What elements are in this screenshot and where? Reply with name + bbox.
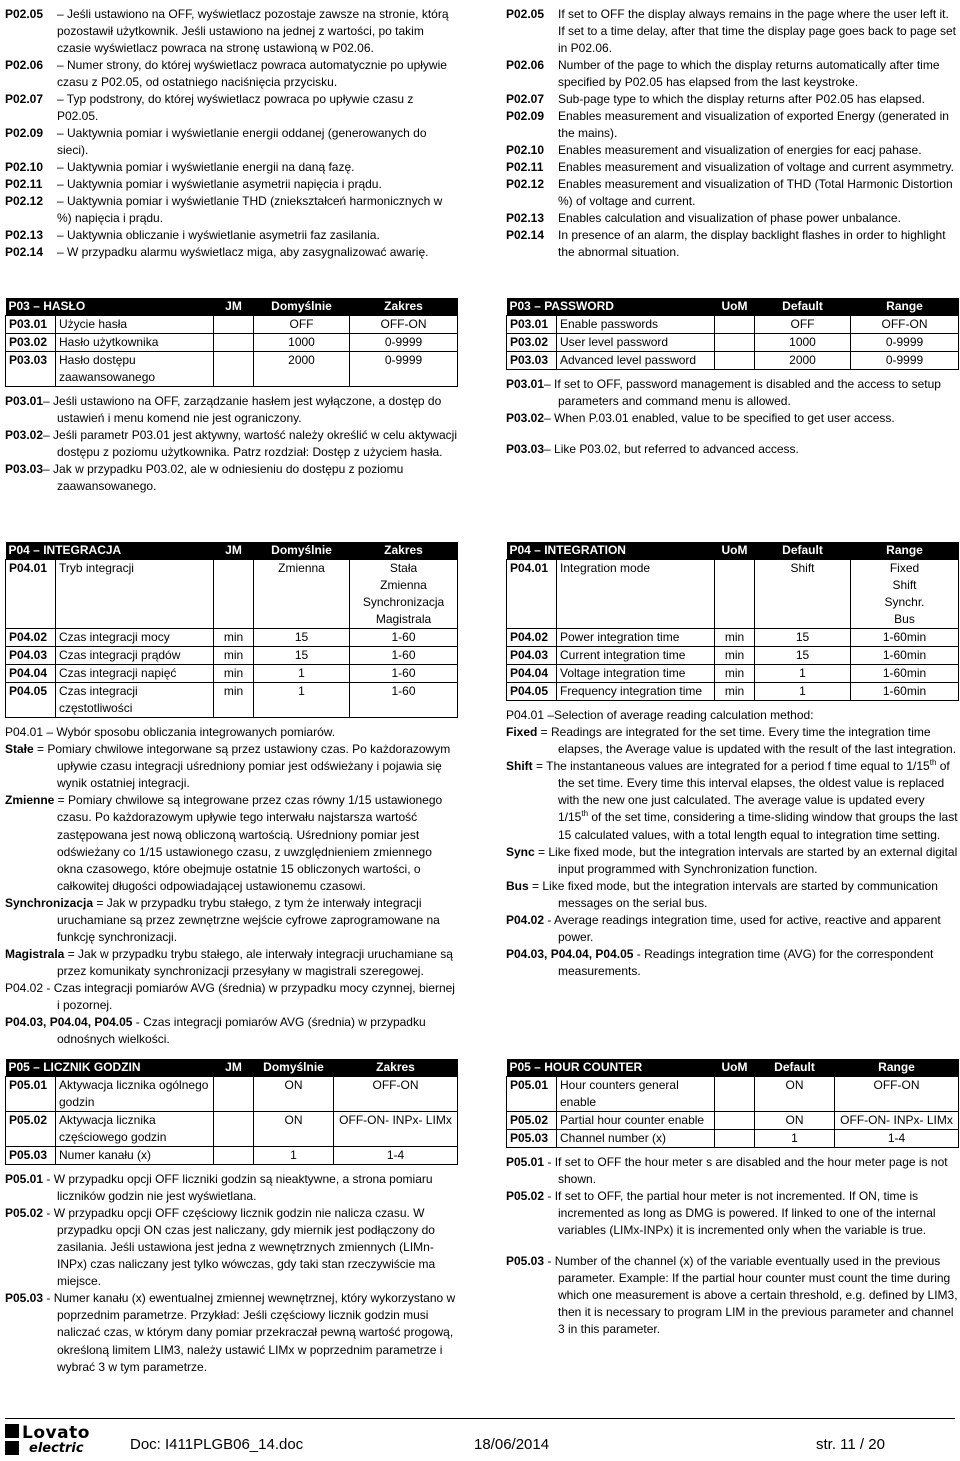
param-uom: min xyxy=(214,683,254,718)
desc-line: P05.01 - W przypadku opcji OFF liczniki godzin są nieaktywne, a strona pomiaru liczników godzin nie jest wyświetlana. xyxy=(5,1172,433,1204)
definition-text: Enables measurement and visualization of energies for eacj pahase. xyxy=(558,143,922,158)
definition-item xyxy=(506,159,958,176)
param-code: P02.11 xyxy=(506,160,544,175)
param-uom xyxy=(715,334,755,352)
param-name: Advanced level password xyxy=(557,352,715,370)
range-header: Zakres xyxy=(334,1059,458,1077)
param-code: P04.02 xyxy=(507,629,557,647)
default-header: Domyślnie xyxy=(254,542,350,560)
param-uom xyxy=(715,316,755,334)
definition-item xyxy=(5,91,457,125)
logo-subword: electric xyxy=(29,1441,84,1456)
table-row xyxy=(507,316,959,334)
definition-text: – Uaktywnia obliczanie i wyświetlanie asymetrii faz zasilania. xyxy=(57,228,380,243)
logo-square-icon xyxy=(5,1441,19,1455)
p05-table-en xyxy=(506,1059,959,1148)
definition-item xyxy=(5,125,457,159)
uom-header: JM xyxy=(214,542,254,560)
param-range: 1-4 xyxy=(334,1147,458,1165)
english-column xyxy=(506,6,958,1337)
definition-text: – W przypadku alarmu wyświetlacz miga, aby zasygnalizować awarię. xyxy=(57,245,429,260)
desc-line: Synchronizacja = Jak w przypadku trybu stałego, z tym że interwały integracji uruchamiane są przez zewnętrzne wejście cyfrowe zaprogramowane na funkcję synchronizacji. xyxy=(5,895,440,944)
table-row xyxy=(6,316,458,334)
range-option: Magistrala xyxy=(375,612,432,627)
param-default: 2000 xyxy=(755,352,851,370)
param-uom: min xyxy=(715,629,755,647)
table-row xyxy=(507,560,959,629)
param-code: P02.12 xyxy=(5,194,44,209)
param-range: 0-9999 xyxy=(851,352,959,370)
page-number: str. 11 / 20 xyxy=(816,1436,885,1453)
param-name: Aktywacja licznika ogólnego godzin xyxy=(56,1077,214,1112)
table-row xyxy=(507,629,959,647)
desc-line: P04.01 – Wybór sposobu obliczania integrowanych pomiarów. xyxy=(5,725,336,740)
default-header: Default xyxy=(755,298,851,316)
param-uom xyxy=(214,1112,254,1147)
param-name: Frequency integration time xyxy=(557,683,715,701)
definition-text: Enables measurement and visualization of voltage and current asymmetry. xyxy=(558,160,954,175)
param-range: 1-60min xyxy=(851,683,959,701)
desc-line: Sync = Like fixed mode, but the integration intervals are started by an external digital input programmed with Synchronization function. xyxy=(506,844,958,876)
param-code: P04.05 xyxy=(6,683,56,718)
table-row xyxy=(6,629,458,647)
param-default: 15 xyxy=(755,647,851,665)
param-code: P02.05 xyxy=(5,7,44,21)
table-row xyxy=(507,1130,959,1148)
param-uom xyxy=(214,334,254,352)
param-range: 0-9999 xyxy=(350,334,458,352)
p04-description-pl xyxy=(5,724,457,1048)
table-row xyxy=(6,1147,458,1165)
desc-line: P04.02 - Czas integracji pomiarów AVG (średnia) w przypadku mocy czynnej, biernej i pozornej. xyxy=(5,980,455,1012)
param-code: P03.02 xyxy=(507,334,557,352)
param-code: P02.05 xyxy=(506,7,545,21)
p05-table-pl xyxy=(5,1059,458,1165)
table-row xyxy=(6,683,458,718)
definition-item xyxy=(506,176,958,210)
definition-text: – Uaktywnia pomiar i wyświetlanie asymetrii napięcia i prądu. xyxy=(57,177,382,192)
param-default: 15 xyxy=(254,647,350,665)
desc-line: Stałe = Pomiary chwilowe integorwane są przez ustawiony czas. Po każdorazowym upływie czasu integracji uśredniony pomiar jest odświeżany i pojawia się wynik ostatniej integracji. xyxy=(5,742,451,791)
table-row xyxy=(507,352,959,370)
desc-line: P03.03– Jak w przypadku P03.02, ale w odniesieniu do dostępu z poziomu zaawansowanego. xyxy=(5,462,404,494)
table-row xyxy=(6,647,458,665)
desc-line: P03.02– Jeśli parametr P03.01 jest aktywny, wartość należy określić w celu aktywacji dostępu z poziomu użytkownika. Patrz rozdział: Dostęp z użyciem hasła. xyxy=(5,428,457,460)
param-code: P02.12 xyxy=(506,177,545,192)
param-uom xyxy=(715,352,755,370)
param-code: P04.03 xyxy=(507,647,557,665)
param-uom xyxy=(214,1147,254,1165)
definition-text: – Uaktywnia pomiar i wyświetlanie energii na daną fazę. xyxy=(57,160,355,175)
desc-line: P04.03, P04.04, P04.05 - Readings integration time (AVG) for the correspondent measurements. xyxy=(506,946,934,978)
param-uom xyxy=(214,560,254,629)
table-row xyxy=(507,1112,959,1130)
param-range: 0-9999 xyxy=(350,352,458,387)
definition-item xyxy=(5,227,457,244)
param-default: 1 xyxy=(254,683,350,718)
param-code: P02.07 xyxy=(5,92,44,107)
definition-item xyxy=(5,159,457,176)
param-code: P02.07 xyxy=(506,92,545,107)
p02-definitions-pl xyxy=(5,6,457,261)
param-code: P02.13 xyxy=(506,211,545,226)
param-name: Integration mode xyxy=(557,560,715,629)
desc-line: Fixed = Readings are integrated for the set time. Every time the integration time elapses, the Average value is updated with the result of the last integration. xyxy=(506,725,957,757)
definition-item xyxy=(506,210,958,227)
param-range: OFF-ON- INPx- LIMx xyxy=(835,1112,959,1130)
param-name: Hour counters general enable xyxy=(557,1077,715,1112)
range-header: Range xyxy=(835,1059,959,1077)
polish-column xyxy=(5,6,457,1374)
definition-item xyxy=(5,6,457,57)
table-row xyxy=(507,665,959,683)
param-name: Partial hour counter enable xyxy=(557,1112,715,1130)
table-row xyxy=(507,647,959,665)
param-name: Power integration time xyxy=(557,629,715,647)
table-row xyxy=(507,1077,959,1112)
param-code: P04.05 xyxy=(507,683,557,701)
table-row xyxy=(6,334,458,352)
definition-item xyxy=(506,6,958,57)
definition-text: – Uaktywnia pomiar i wyświetlanie energii oddanej (generowanych do sieci). xyxy=(57,126,427,158)
p02-definitions-en xyxy=(506,6,958,261)
param-code: P04.04 xyxy=(6,665,56,683)
definition-item xyxy=(5,244,457,261)
param-uom: min xyxy=(715,665,755,683)
desc-line: P04.02 - Average readings integration time, used for active, reactive and apparent power. xyxy=(506,912,941,944)
desc-line: P03.01– Jeśli ustawiono na OFF, zarządzanie hasłem jest wyłączone, a dostęp do ustawień i menu komend nie jest ograniczony. xyxy=(5,394,442,426)
range-header: Zakres xyxy=(350,298,458,316)
p04-table-pl xyxy=(5,542,458,718)
default-header: Default xyxy=(755,1059,835,1077)
default-header: Domyślnie xyxy=(254,1059,334,1077)
doc-date: 18/06/2014 xyxy=(474,1436,550,1453)
p04-section-pl xyxy=(5,542,457,1048)
table-row xyxy=(507,334,959,352)
uom-header: JM xyxy=(214,298,254,316)
param-default: 1000 xyxy=(755,334,851,352)
definition-text: Enables measurement and visualization of THD (Total Harmonic Distortion %) of voltage and current. xyxy=(558,177,953,209)
definition-text: – Uaktywnia pomiar i wyświetlanie THD (zniekształceń harmonicznych w %) napięcia i prądu. xyxy=(57,194,443,226)
param-code: P05.03 xyxy=(507,1130,557,1148)
param-code: P02.10 xyxy=(5,160,44,175)
param-code: P02.14 xyxy=(506,228,545,243)
param-default: 1 xyxy=(755,683,851,701)
param-name: Hasło dostępu zaawansowanego xyxy=(56,352,214,387)
param-range: 1-60 xyxy=(350,665,458,683)
definition-text: If set to OFF the display always remains in the page where the user left it. If set to a time delay, after that time the display page goes back to page set in P02.06. xyxy=(558,7,957,56)
desc-line: P03.01– If set to OFF, password management is disabled and the access to setup parameters and command menu is allowed. xyxy=(506,377,941,409)
param-name: Hasło użytkownika xyxy=(56,334,214,352)
p03-table-en xyxy=(506,298,959,370)
definition-item xyxy=(5,176,457,193)
param-name: Channel number (x) xyxy=(557,1130,715,1148)
param-uom xyxy=(715,1130,755,1148)
desc-line: P05.01 - If set to OFF the hour meter s are disabled and the hour meter page is not shown. xyxy=(506,1155,948,1187)
param-uom xyxy=(715,1112,755,1130)
param-default: 1 xyxy=(254,1147,334,1165)
definition-item xyxy=(506,227,958,261)
param-default: 2000 xyxy=(254,352,350,387)
param-range: 1-60min xyxy=(851,665,959,683)
param-range: OFF-ON xyxy=(350,316,458,334)
definition-item xyxy=(506,108,958,142)
definition-text: In presence of an alarm, the display backlight flashes in order to highlight the abnormal situation. xyxy=(558,228,946,260)
table-row xyxy=(6,560,458,629)
p05-description-en xyxy=(506,1154,958,1338)
param-default: ON xyxy=(755,1077,835,1112)
param-code: P02.06 xyxy=(5,58,44,73)
definition-text: – Typ podstrony, do której wyświetlacz powraca po upływie czasu z P02.05. xyxy=(57,92,414,124)
param-uom: min xyxy=(214,665,254,683)
definition-item xyxy=(5,57,457,91)
param-name: Numer kanału (x) xyxy=(56,1147,214,1165)
definition-text: – Numer strony, do której wyświetlacz powraca automatycznie po upływie czasu z P02.05, od ostatniego naciśnięcia przycisku. xyxy=(57,58,447,90)
param-uom: min xyxy=(214,629,254,647)
range-option: Synchronizacja xyxy=(362,595,445,610)
range-header: Range xyxy=(851,542,959,560)
table-title: P04 – INTEGRACJA xyxy=(6,542,214,560)
definition-item xyxy=(506,57,958,91)
param-default: ON xyxy=(254,1077,334,1112)
default-header: Default xyxy=(755,542,851,560)
definition-item xyxy=(5,193,457,227)
doc-name: Doc: I411PLGB06_14.doc xyxy=(130,1436,304,1453)
p05-section-en xyxy=(506,1059,958,1338)
logo-square-icon xyxy=(5,1424,19,1438)
param-code: P05.01 xyxy=(507,1077,557,1112)
param-uom xyxy=(715,560,755,629)
param-default: 1 xyxy=(254,665,350,683)
param-default: ON xyxy=(755,1112,835,1130)
param-range: OFF-ON xyxy=(334,1077,458,1112)
range-header: Range xyxy=(851,298,959,316)
param-range: 1-60 xyxy=(350,647,458,665)
param-range: OFF-ON xyxy=(851,316,959,334)
desc-line: P04.01 –Selection of average reading calculation method: xyxy=(506,708,814,723)
param-default: 1 xyxy=(755,1130,835,1148)
desc-line: P05.02 - If set to OFF, the partial hour meter is not incremented. If ON, time is incremented as long as DMG is powered. If linked to one of the internal variables (LIMx-INPx) it is incremented only when the variable is true. xyxy=(506,1189,936,1238)
param-name: Aktywacja licznika częściowego godzin xyxy=(56,1112,214,1147)
page-footer xyxy=(0,1418,960,1460)
param-name: Voltage integration time xyxy=(557,665,715,683)
param-code: P05.03 xyxy=(6,1147,56,1165)
param-code: P05.02 xyxy=(507,1112,557,1130)
param-code: P02.14 xyxy=(5,245,44,260)
desc-line: Zmienne = Pomiary chwilowe są integrowane przez czas równy 1/15 ustawionego czasu. Po każdorazowym upływie tego interwału najstarsza wartość zastępowana jest nową obliczoną wartością. Uśredniony pomiar jest odświeżany co 1/15 ustawionego czasu, z uwzględnieniem zmiennego okna czasowego, które obejmuje ostatnie 15 obliczonych wartości, o całkowitej długości odpowiadającej ustawionemu czasowi. xyxy=(5,793,443,893)
desc-line: Magistrala = Jak w przypadku trybu stałego, ale interwały integracji uruchamiane są przez komunikaty synchronizacji przesyłany w magistrali szeregowej. xyxy=(5,946,453,978)
param-default: OFF xyxy=(755,316,851,334)
param-code: P04.04 xyxy=(507,665,557,683)
table-row xyxy=(507,683,959,701)
uom-header: UoM xyxy=(715,298,755,316)
p05-description-pl xyxy=(5,1171,457,1375)
table-row xyxy=(6,665,458,683)
definition-text: Enables calculation and visualization of phase power unbalance. xyxy=(558,211,901,226)
param-default: Shift xyxy=(755,560,851,629)
table-title: P03 – HASŁO xyxy=(6,298,214,316)
param-uom: min xyxy=(715,647,755,665)
param-code: P05.02 xyxy=(6,1112,56,1147)
definition-text: Number of the page to which the display returns automatically after time specified by P02.05 has elapsed from the last keystroke. xyxy=(558,58,940,90)
param-code: P05.01 xyxy=(6,1077,56,1112)
param-uom xyxy=(214,1077,254,1112)
uom-header: JM xyxy=(214,1059,254,1077)
param-code: P02.06 xyxy=(506,58,545,73)
desc-line: P03.02– When P.03.01 enabled, value to be specified to get user access. xyxy=(506,411,895,426)
definition-text: Enables measurement and visualization of exported Energy (generated in the mains). xyxy=(558,109,949,141)
range-header: Zakres xyxy=(350,542,458,560)
param-code: P04.01 xyxy=(507,560,557,629)
range-option: Stała xyxy=(389,561,418,576)
param-code: P04.02 xyxy=(6,629,56,647)
param-range: 1-60 xyxy=(350,629,458,647)
lovato-logo xyxy=(5,1423,90,1456)
param-range: OFF-ON- INPx- LIMx xyxy=(334,1112,458,1147)
p03-section-pl xyxy=(5,298,457,495)
param-name: Użycie hasła xyxy=(56,316,214,334)
param-uom xyxy=(715,1077,755,1112)
param-range: 0-9999 xyxy=(851,334,959,352)
footer-divider xyxy=(5,1418,955,1419)
desc-line: Bus = Like fixed mode, but the integration intervals are started by communication messages on the serial bus. xyxy=(506,878,938,910)
param-code: P03.01 xyxy=(6,316,56,334)
param-name: Current integration time xyxy=(557,647,715,665)
desc-line: P05.02 - W przypadku opcji OFF częściowy licznik godzin nie nalicza czasu. W przypadku opcji ON czas jest naliczany, gdy miernik jest podłączony do zasilania. Jeśli ustawiona jest jedna z wewnętrznych zmiennych (LIMn-INPx) czas naliczany jest tylko wówczas, gdy taki stan rzeczywiście ma miejsce. xyxy=(5,1206,436,1289)
table-title: P03 – PASSWORD xyxy=(507,298,715,316)
p03-table-pl xyxy=(5,298,458,387)
param-default: 15 xyxy=(755,629,851,647)
table-row xyxy=(6,1112,458,1147)
param-uom: min xyxy=(715,683,755,701)
range-option: Fixed xyxy=(889,561,920,576)
param-uom: min xyxy=(214,647,254,665)
param-range xyxy=(851,560,959,629)
p04-table-en xyxy=(506,542,959,701)
default-header: Domyślnie xyxy=(254,298,350,316)
p03-description-en xyxy=(506,376,958,458)
param-range: 1-60min xyxy=(851,629,959,647)
param-default: 1 xyxy=(755,665,851,683)
desc-line: P05.03 - Numer kanału (x) ewentualnej zmiennej wewnętrznej, który wykorzystano w poprzednim parametrze. Przykład: Jeśli częściowy licznik godzin musi naliczać czas, w którym dany pomiar przekraczał pewną wartość progową, określoną limitem LIM3, należy ustawić LIMx w poprzednim parametrze i wybrać 3 w tym parametrze. xyxy=(5,1291,456,1374)
param-default: OFF xyxy=(254,316,350,334)
param-name: Czas integracji mocy xyxy=(56,629,214,647)
table-row xyxy=(6,352,458,387)
param-range: 1-4 xyxy=(835,1130,959,1148)
p04-description-en xyxy=(506,707,958,980)
param-code: P04.03 xyxy=(6,647,56,665)
param-code: P03.03 xyxy=(507,352,557,370)
definition-item xyxy=(506,91,958,108)
p04-section-en xyxy=(506,542,958,980)
logo-word: Lovato xyxy=(22,1423,90,1443)
param-name: Czas integracji prądów xyxy=(56,647,214,665)
range-option: Synchr. xyxy=(884,595,925,610)
definition-text: Sub-page type to which the display returns after P02.05 has elapsed. xyxy=(558,92,925,107)
param-code: P02.11 xyxy=(5,177,43,192)
param-code: P03.02 xyxy=(6,334,56,352)
param-code: P02.13 xyxy=(5,228,44,243)
param-code: P04.01 xyxy=(6,560,56,629)
param-name: User level password xyxy=(557,334,715,352)
desc-line: Shift = The instantaneous values are integrated for a period f time equal to 1/15th of the set time. Every time this interval elapses, the oldest value is replaced with the new one just calculated. The average value is updated every 1/15th of the set time, considering a time-sliding window that groups the last 15 calculated values, with a total length equal to integration time setting. xyxy=(506,758,958,842)
p05-section-pl xyxy=(5,1059,457,1376)
param-code: P03.01 xyxy=(507,316,557,334)
param-default: 1000 xyxy=(254,334,350,352)
range-option: Bus xyxy=(894,612,915,627)
desc-line: P03.03– Like P03.02, but referred to advanced access. xyxy=(506,442,799,457)
range-option: Shift xyxy=(892,578,917,593)
definition-item xyxy=(506,142,958,159)
table-title: P05 – HOUR COUNTER xyxy=(507,1059,715,1077)
p03-description-pl xyxy=(5,393,457,495)
param-name: Enable passwords xyxy=(557,316,715,334)
table-row xyxy=(6,1077,458,1112)
param-code: P02.10 xyxy=(506,143,545,158)
param-range: 1-60min xyxy=(851,647,959,665)
param-range: 1-60 xyxy=(350,683,458,718)
table-title: P04 – INTEGRATION xyxy=(507,542,715,560)
param-uom xyxy=(214,352,254,387)
param-code: P02.09 xyxy=(5,126,44,141)
definition-text: – Jeśli ustawiono na OFF, wyświetlacz pozostaje zawsze na stronie, którą pozostawił użytkownik. Jeśli ustawiono na jednej z wartości, po takim czasie wyświetlacz powraca na stronę ustawioną w P02.06. xyxy=(57,7,449,56)
desc-line: P04.03, P04.04, P04.05 - Czas integracji pomiarów AVG (średnia) w przypadku odnośnych wielkości. xyxy=(5,1014,426,1046)
param-uom xyxy=(214,316,254,334)
param-code: P03.03 xyxy=(6,352,56,387)
param-code: P02.09 xyxy=(506,109,545,124)
param-name: Czas integracji częstotliwości xyxy=(56,683,214,718)
uom-header: UoM xyxy=(715,1059,755,1077)
param-name: Czas integracji napięć xyxy=(56,665,214,683)
uom-header: UoM xyxy=(715,542,755,560)
param-default: Zmienna xyxy=(254,560,350,629)
p03-section-en xyxy=(506,298,958,458)
table-title: P05 – LICZNIK GODZIN xyxy=(6,1059,214,1077)
param-default: 15 xyxy=(254,629,350,647)
param-name: Tryb integracji xyxy=(56,560,214,629)
param-range: OFF-ON xyxy=(835,1077,959,1112)
desc-line: P05.03 - Number of the channel (x) of the variable eventually used in the previous parameter. Example: If the partial hour counter must count the time during which one measurement is above a certain threshold, e.g. defined by LIM3, then it is necessary to program LIM in the previous parameter and channel 3 in this parameter. xyxy=(506,1254,958,1337)
param-default: ON xyxy=(254,1112,334,1147)
param-range xyxy=(350,560,458,629)
range-option: Zmienna xyxy=(380,578,427,593)
